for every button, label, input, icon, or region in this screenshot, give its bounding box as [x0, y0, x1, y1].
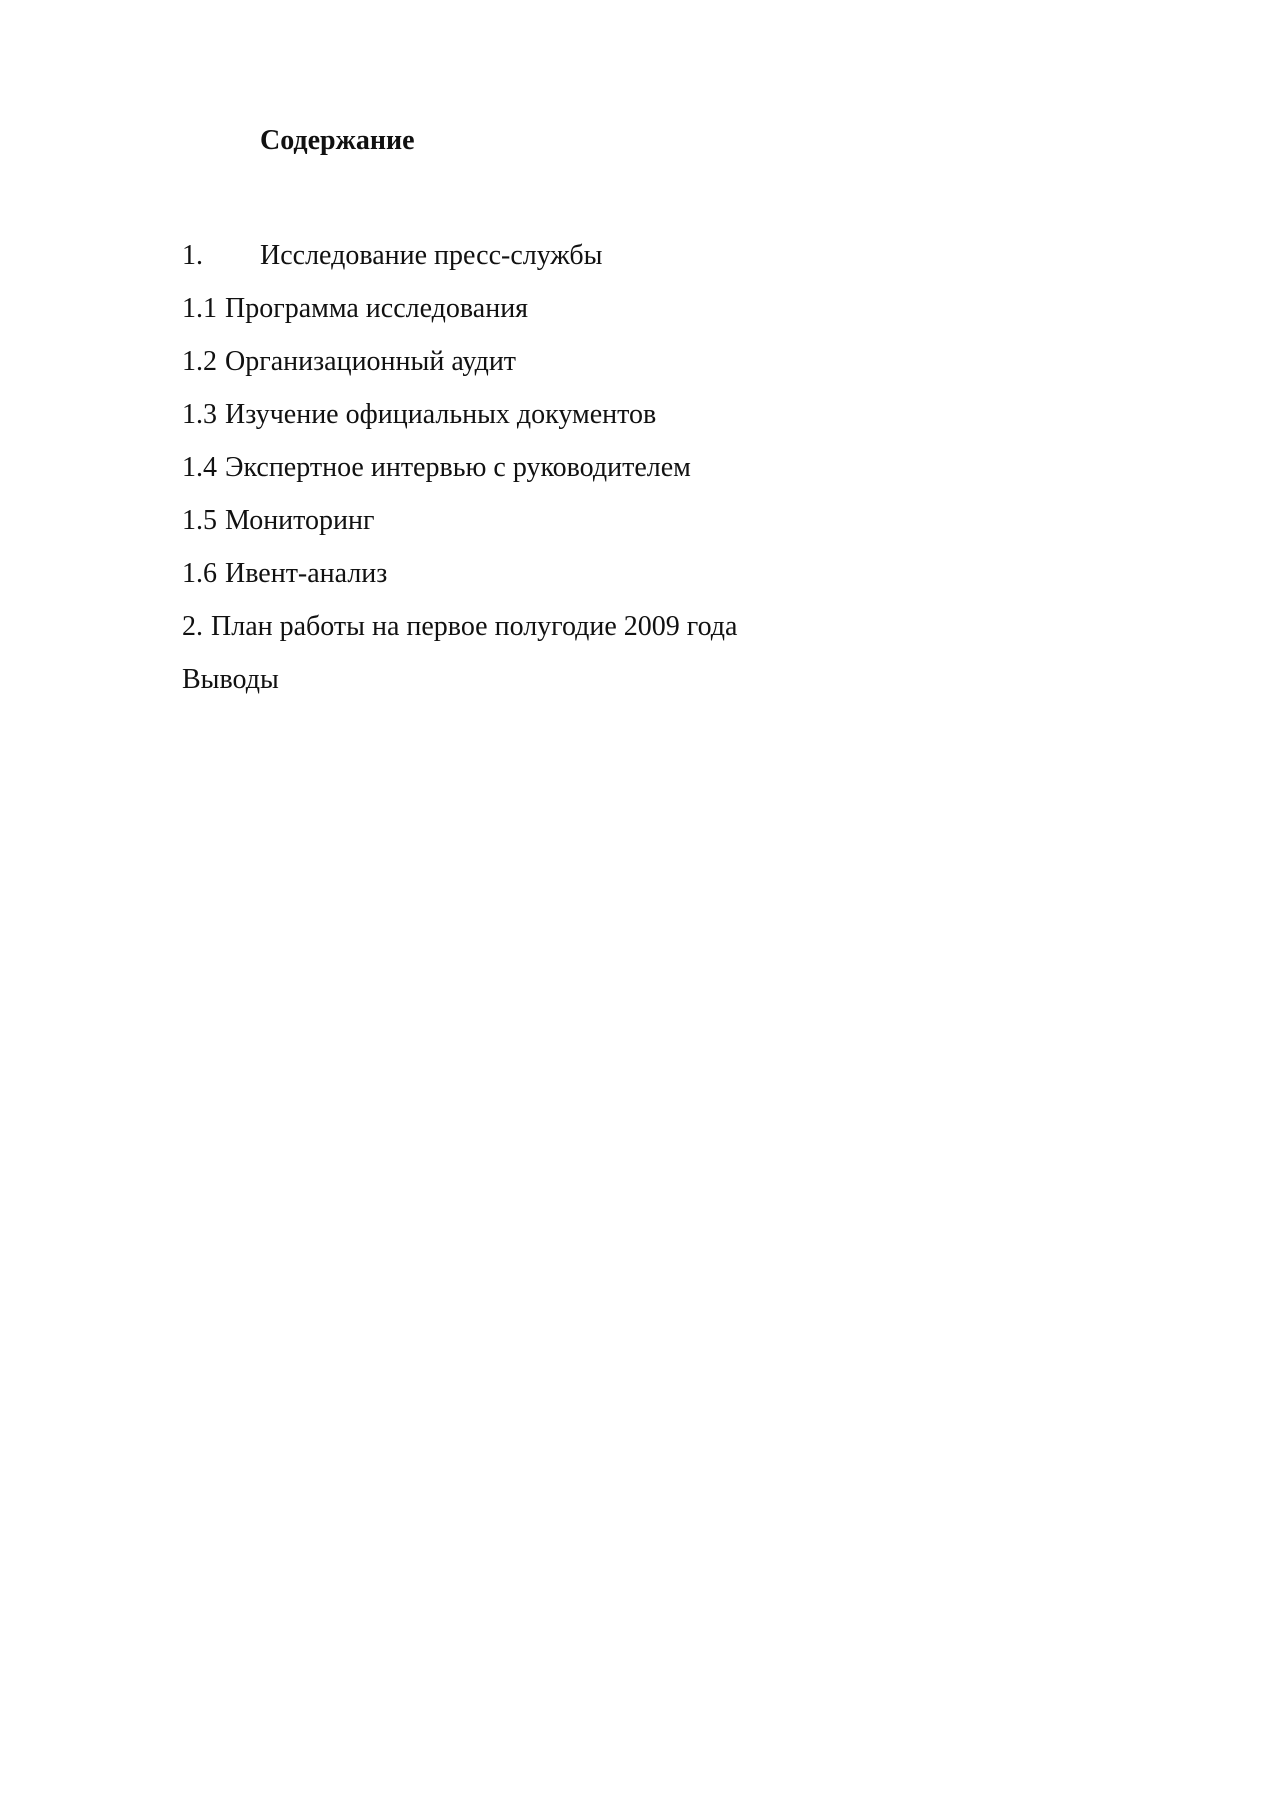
toc-item-number: 1.6 — [182, 558, 217, 589]
toc-title: Содержание — [260, 125, 415, 156]
toc-item-text: План работы на первое полугодие 2009 года — [211, 611, 738, 642]
toc-item-1-4[interactable] — [182, 441, 737, 494]
toc-item-number: 1.2 — [182, 346, 217, 377]
toc-item-number: 1. — [182, 240, 203, 271]
toc-item-text: Программа исследования — [225, 293, 529, 324]
toc-item-conclusions[interactable] — [182, 653, 737, 706]
table-of-contents — [182, 229, 737, 706]
toc-item-1-2[interactable] — [182, 335, 737, 388]
toc-item-text: Мониторинг — [225, 505, 375, 536]
toc-item-1[interactable] — [182, 229, 737, 282]
toc-item-1-5[interactable] — [182, 494, 737, 547]
toc-item-number: 2. — [182, 611, 203, 642]
toc-item-text: Исследование пресс-службы — [260, 240, 603, 271]
toc-item-text: Выводы — [182, 664, 279, 695]
toc-item-2[interactable] — [182, 600, 737, 653]
toc-item-number: 1.3 — [182, 399, 217, 430]
toc-item-1-6[interactable] — [182, 547, 737, 600]
toc-item-text: Изучение официальных документов — [225, 399, 657, 430]
toc-item-1-1[interactable] — [182, 282, 737, 335]
toc-item-number: 1.5 — [182, 505, 217, 536]
toc-item-text: Организационный аудит — [225, 346, 517, 377]
toc-item-number: 1.4 — [182, 452, 217, 483]
toc-item-1-3[interactable] — [182, 388, 737, 441]
toc-item-text: Ивент-анализ — [225, 558, 388, 589]
toc-item-number: 1.1 — [182, 293, 217, 324]
toc-item-text: Экспертное интервью с руководителем — [225, 452, 691, 483]
